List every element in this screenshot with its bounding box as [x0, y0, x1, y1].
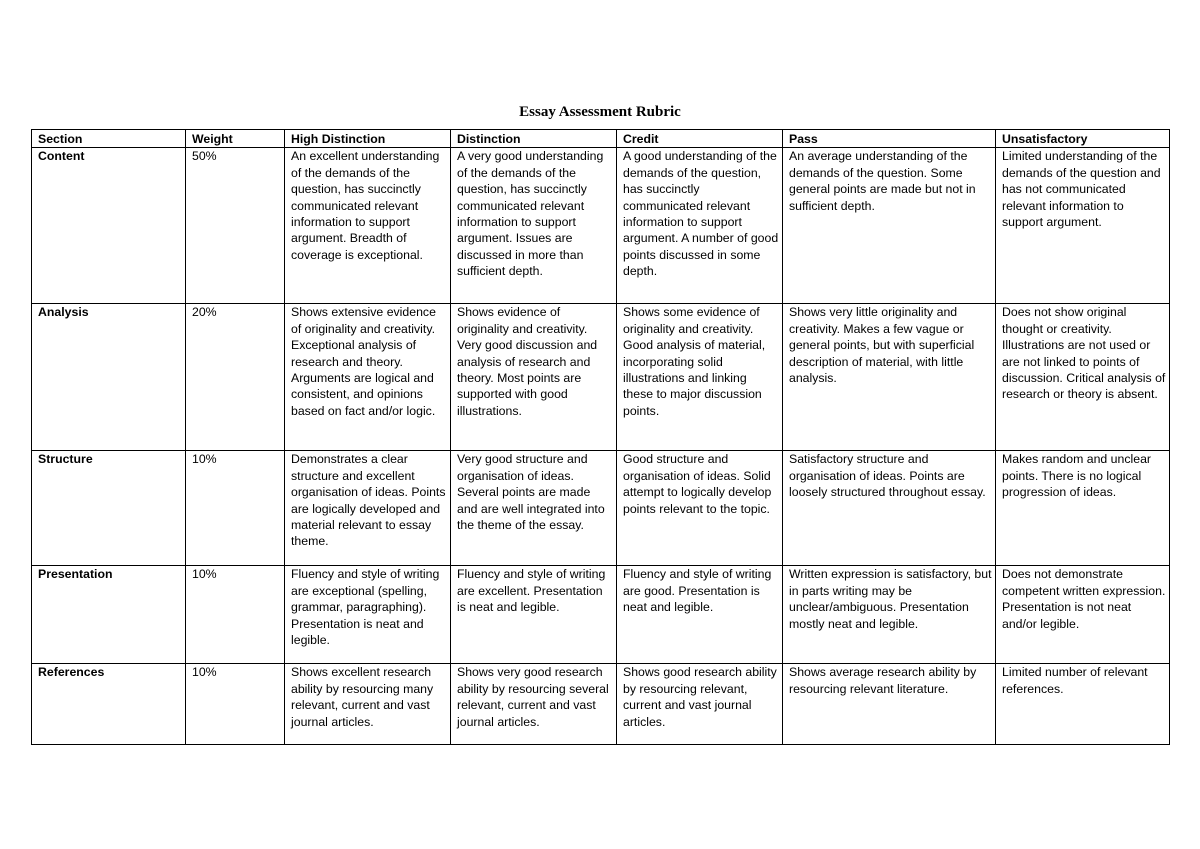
pass-cell: Shows average research ability by resourcing relevant literature.: [783, 664, 996, 745]
header-unsatisfactory: Unsatisfactory: [996, 130, 1170, 148]
high-distinction-cell: Demonstrates a clear structure and excellent organisation of ideas. Points are logically developed and material relevant to essay theme.: [285, 451, 451, 566]
distinction-cell: A very good understanding of the demands of the question, has succinctly communicated relevant information to support argument. Issues are discussed in more than sufficient depth.: [451, 148, 617, 304]
header-high-distinction: High Distinction: [285, 130, 451, 148]
credit-cell: A good understanding of the demands of the question, has succinctly communicated relevant information to support argument. A number of good points discussed in some depth.: [617, 148, 783, 304]
table-row-content: [32, 148, 1170, 304]
header-row: [32, 130, 1170, 148]
table-row-references: [32, 664, 1170, 745]
credit-cell: Fluency and style of writing are good. Presentation is neat and legible.: [617, 566, 783, 664]
credit-cell: Shows some evidence of originality and creativity. Good analysis of material, incorporating solid illustrations and linking these to major discussion points.: [617, 304, 783, 451]
section-cell: Content: [32, 148, 186, 304]
high-distinction-cell: Fluency and style of writing are exceptional (spelling, grammar, paragraphing). Presentation is neat and legible.: [285, 566, 451, 664]
credit-cell: Good structure and organisation of ideas. Solid attempt to logically develop points relevant to the topic.: [617, 451, 783, 566]
distinction-cell: Shows very good research ability by resourcing several relevant, current and vast journal articles.: [451, 664, 617, 745]
distinction-cell: Very good structure and organisation of ideas. Several points are made and are well integrated into the theme of the essay.: [451, 451, 617, 566]
unsatisfactory-cell: Does not show original thought or creativity. Illustrations are not used or are not linked to points of discussion. Critical analysis of research or theory is absent.: [996, 304, 1170, 451]
table-row-presentation: [32, 566, 1170, 664]
table-row-analysis: [32, 304, 1170, 451]
section-cell: Structure: [32, 451, 186, 566]
unsatisfactory-cell: Limited understanding of the demands of the question and has not communicated relevant information to support argument.: [996, 148, 1170, 304]
weight-cell: 20%: [186, 304, 285, 451]
header-distinction: Distinction: [451, 130, 617, 148]
pass-cell: Shows very little originality and creativity. Makes a few vague or general points, but with superficial description of material, with little analysis.: [783, 304, 996, 451]
section-cell: References: [32, 664, 186, 745]
header-weight: Weight: [186, 130, 285, 148]
distinction-cell: Fluency and style of writing are excellent. Presentation is neat and legible.: [451, 566, 617, 664]
pass-cell: Written expression is satisfactory, but in parts writing may be unclear/ambiguous. Presentation mostly neat and legible.: [783, 566, 996, 664]
weight-cell: 10%: [186, 664, 285, 745]
header-credit: Credit: [617, 130, 783, 148]
unsatisfactory-cell: Does not demonstrate competent written expression. Presentation is not neat and/or legible.: [996, 566, 1170, 664]
rubric-table: [31, 129, 1170, 745]
high-distinction-cell: Shows excellent research ability by resourcing many relevant, current and vast journal articles.: [285, 664, 451, 745]
unsatisfactory-cell: Makes random and unclear points. There is no logical progression of ideas.: [996, 451, 1170, 566]
pass-cell: An average understanding of the demands of the question. Some general points are made but not in sufficient depth.: [783, 148, 996, 304]
unsatisfactory-cell: Limited number of relevant references.: [996, 664, 1170, 745]
table-row-structure: [32, 451, 1170, 566]
high-distinction-cell: Shows extensive evidence of originality and creativity. Exceptional analysis of research and theory. Arguments are logical and consistent, and opinions based on fact and/or logic.: [285, 304, 451, 451]
weight-cell: 50%: [186, 148, 285, 304]
weight-cell: 10%: [186, 451, 285, 566]
document-title: Essay Assessment Rubric: [519, 104, 681, 120]
section-cell: Presentation: [32, 566, 186, 664]
high-distinction-cell: An excellent understanding of the demands of the question, has succinctly communicated relevant information to support argument. Breadth of coverage is exceptional.: [285, 148, 451, 304]
weight-cell: 10%: [186, 566, 285, 664]
section-cell: Analysis: [32, 304, 186, 451]
pass-cell: Satisfactory structure and organisation of ideas. Points are loosely structured throughout essay.: [783, 451, 996, 566]
header-section: Section: [32, 130, 186, 148]
header-pass: Pass: [783, 130, 996, 148]
credit-cell: Shows good research ability by resourcing relevant, current and vast journal articles.: [617, 664, 783, 745]
distinction-cell: Shows evidence of originality and creativity. Very good discussion and analysis of research and theory. Most points are supported with good illustrations.: [451, 304, 617, 451]
